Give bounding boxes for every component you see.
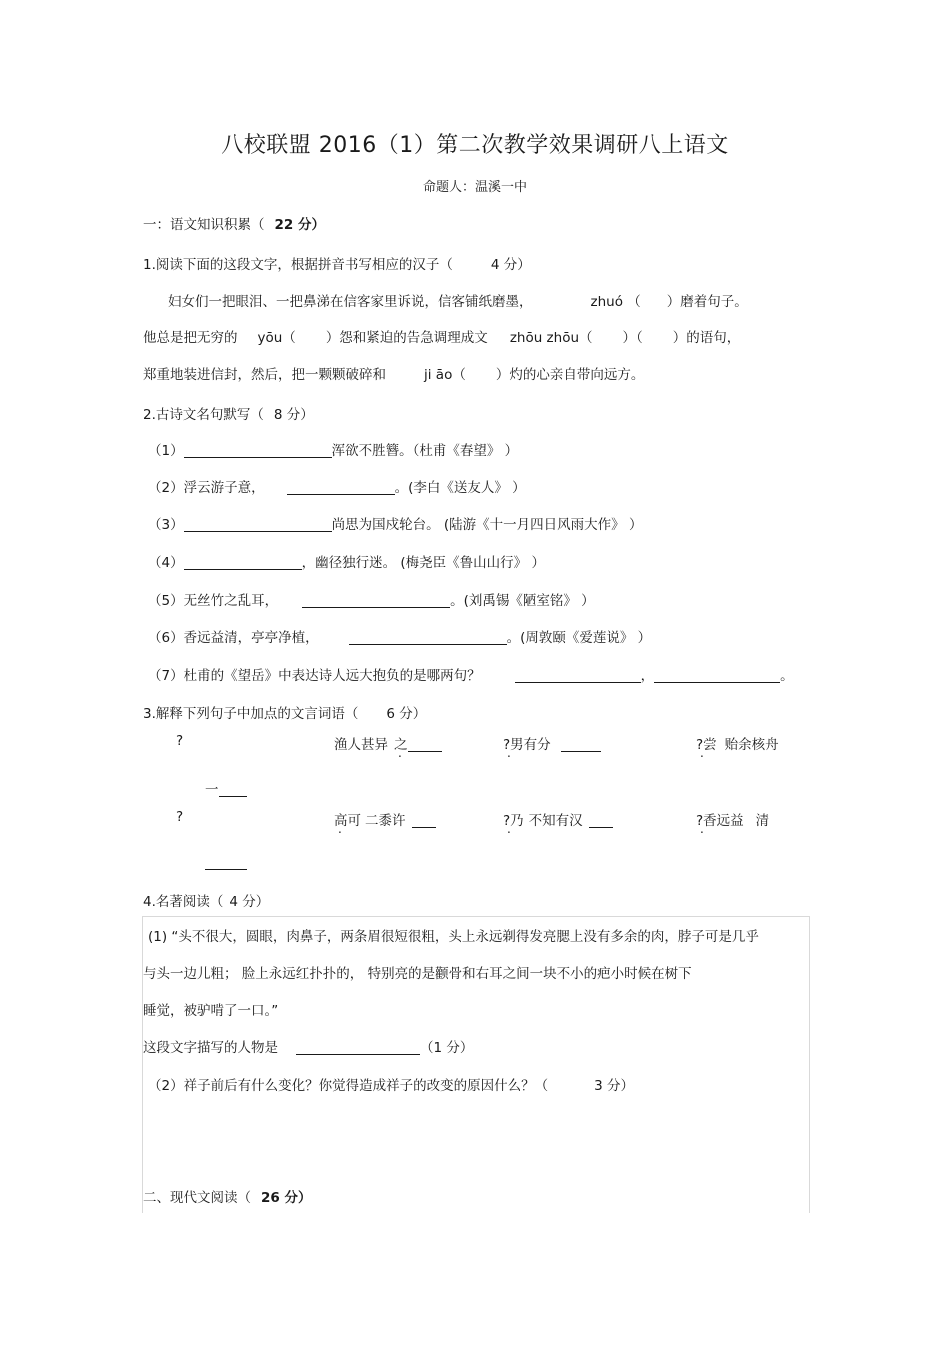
part1-score: 22 分） <box>274 217 325 233</box>
q2-score: 8 分） <box>273 407 314 423</box>
q3-row1-a1: 渔人甚异 <box>334 737 388 753</box>
q4-score: 4 分） <box>229 894 270 910</box>
author-line: 命题人：温溪一中 <box>422 180 527 195</box>
answer-blank[interactable] <box>287 480 395 495</box>
q4-sub1-text: 这段文字描写的人物是 <box>143 1040 278 1056</box>
q1-line2-c: ）怨和紧迫的告急调理成文 <box>325 330 488 346</box>
q3-row2-b2: 不知有汉 <box>528 813 583 829</box>
q4-subquestion-1 <box>143 1036 473 1056</box>
q4-sub2-text: （2）祥子前后有什么变化？你觉得造成祥子的改变的原因什么？（ <box>148 1078 549 1094</box>
answer-blank[interactable] <box>589 813 613 828</box>
q2-item-1 <box>148 439 518 459</box>
q1-line1-c: ）磨着句子。 <box>666 294 748 310</box>
q3-row1-mark: ? <box>176 733 184 749</box>
q1-line2 <box>143 326 740 346</box>
q1-score: 4 分） <box>490 257 531 273</box>
answer-blank[interactable] <box>205 855 247 870</box>
q3-row2-c2: 清 <box>755 813 770 829</box>
part1-heading-text: 一：语文知识积累（ <box>143 217 265 233</box>
q4-sub2-score: 3 分） <box>594 1078 634 1094</box>
q1-line2-e: ）（ <box>622 330 643 346</box>
q4-subquestion-2 <box>148 1074 634 1094</box>
q3-row2-c1: ?香远益 . <box>696 813 744 829</box>
q2-item-4-num: （4） <box>148 555 184 571</box>
q2-item-3-text: 尚思为国戍轮台。 (陆游《十一月四日风雨大作》 ） <box>331 517 643 533</box>
answer-blank[interactable] <box>184 443 332 458</box>
q1-line2-b: yōu（ <box>257 330 296 346</box>
answer-blank[interactable] <box>408 737 442 752</box>
answer-blank[interactable] <box>219 782 247 797</box>
q2-item-5-text: 。(刘禹锡《陋室铭》 ） <box>450 593 595 609</box>
q2-item-1-text: 浑欲不胜簪。（杜甫《春望》 ） <box>331 443 519 459</box>
q3-row1-item-c <box>696 733 779 753</box>
q1-line1-a: 妇女们一把眼泪、一把鼻涕在信客家里诉说，信客铺纸磨墨， <box>168 294 533 310</box>
q2-item-4 <box>148 551 545 571</box>
answer-blank[interactable] <box>515 668 641 683</box>
page-title: 八校联盟 2016（1）第二次教学效果调研八上语文 <box>221 133 729 158</box>
answer-blank[interactable] <box>349 630 507 645</box>
q1-line2-d: zhōu zhōu（ <box>509 330 593 346</box>
q4-passage-line2: 与头一边儿粗； 脸上永远红扑扑的， 特别亮的是颧骨和右耳之间一块不小的疤小时候在树下 <box>143 966 692 982</box>
part2-heading-text: 二、现代文阅读（ <box>143 1190 251 1206</box>
q3-row1-continued <box>205 778 247 798</box>
q3-row1-a2: 之 <box>394 737 408 753</box>
answer-blank[interactable] <box>302 593 450 608</box>
q2-heading <box>143 403 314 423</box>
q2-item-1-num: （1） <box>148 443 184 459</box>
q2-item-7-text: （7）杜甫的《望岳》中表达诗人远大抱负的是哪两句？ <box>148 668 481 684</box>
part2-heading <box>143 1186 312 1206</box>
q2-item-2 <box>148 476 526 496</box>
answer-blank[interactable] <box>296 1040 420 1055</box>
part1-heading <box>143 213 325 233</box>
q2-item-2-text: 。(李白《送友人》 ） <box>394 480 526 496</box>
q3-heading <box>143 702 426 722</box>
q4-heading <box>143 890 269 910</box>
q4-heading-text: 4.名著阅读（ <box>143 894 224 910</box>
q3-row1-item-b <box>503 733 601 753</box>
answer-blank[interactable] <box>561 737 601 752</box>
q2-item-5 <box>148 589 595 609</box>
q3-row2-a1: 高可 <box>334 813 361 829</box>
q2-heading-text: 2.古诗文名句默写（ <box>143 407 264 423</box>
q1-heading <box>143 253 531 273</box>
q2-item-5-num: （5）无丝竹之乱耳， <box>148 593 279 609</box>
q3-row2-item-a <box>334 809 436 829</box>
answer-blank[interactable] <box>184 555 302 570</box>
q1-line1-b: zhuó （ <box>590 294 641 310</box>
q2-item-3 <box>148 513 642 533</box>
answer-blank[interactable] <box>654 668 780 683</box>
q3-row1-cont: 一 <box>205 782 219 798</box>
q3-row1-c1: ?尝 . <box>696 737 717 753</box>
q4-passage-line3: 睡觉，被驴啃了一口。” <box>143 1003 279 1019</box>
q2-item-6-num: （6）香远益清，亭亭净植， <box>148 630 319 646</box>
q2-item-2-num: （2）浮云游子意， <box>148 480 265 496</box>
q2-item-7 <box>148 664 794 684</box>
q3-row2-item-c <box>696 809 769 829</box>
q3-row2-a2: 二黍许 <box>365 813 406 829</box>
q1-line3 <box>143 363 644 383</box>
q2-item-6 <box>148 626 651 646</box>
q1-line2-a: 他总是把无穷的 <box>143 330 238 346</box>
q3-row1-c2: 贻余核舟 <box>724 737 779 753</box>
q2-item-7-comma: ， <box>640 668 655 684</box>
q3-heading-text: 3.解释下列句子中加点的文言词语（ <box>143 706 359 722</box>
q2-item-7-end: 。 <box>780 668 794 684</box>
q2-item-4-text: ，幽径独行迷。 (梅尧臣《鲁山山行》 ） <box>301 555 545 571</box>
q1-line3-c: ）灼的心亲自带向远方。 <box>495 367 645 383</box>
part2-score: 26 分） <box>261 1190 312 1206</box>
q1-line1 <box>168 290 748 310</box>
q3-row2-continued <box>205 855 247 871</box>
q3-row2-item-b <box>503 809 613 829</box>
q3-score: 6 分） <box>386 706 427 722</box>
q1-heading-text: 1.阅读下面的这段文字，根据拼音书写相应的汉子（ <box>143 257 453 273</box>
q2-item-3-num: （3） <box>148 517 184 533</box>
q3-row1-b1: ?男有分 . <box>503 737 551 753</box>
q4-answer-box <box>142 916 810 1213</box>
q1-line3-b: ji āo（ <box>424 367 466 383</box>
answer-blank[interactable] <box>184 517 332 532</box>
q3-row2-mark: ? <box>176 809 184 825</box>
q4-passage-line1: (1) “头不很大，圆眼，肉鼻子，两条眉很短很粗，头上永远剃得发亮腮上没有多余的肉，脖子可是几乎 <box>148 929 759 945</box>
answer-blank[interactable] <box>412 813 436 828</box>
q1-line3-a: 郑重地装进信封，然后，把一颗颗破碎和 <box>143 367 386 383</box>
q1-line2-f: ）的语句， <box>672 330 741 346</box>
q3-row2-b1: ?乃 . <box>503 813 524 829</box>
q4-sub1-score: （1 分） <box>420 1040 474 1056</box>
q2-item-6-text: 。(周敦颐《爱莲说》 ） <box>506 630 652 646</box>
q3-row1-item-a <box>334 733 442 753</box>
